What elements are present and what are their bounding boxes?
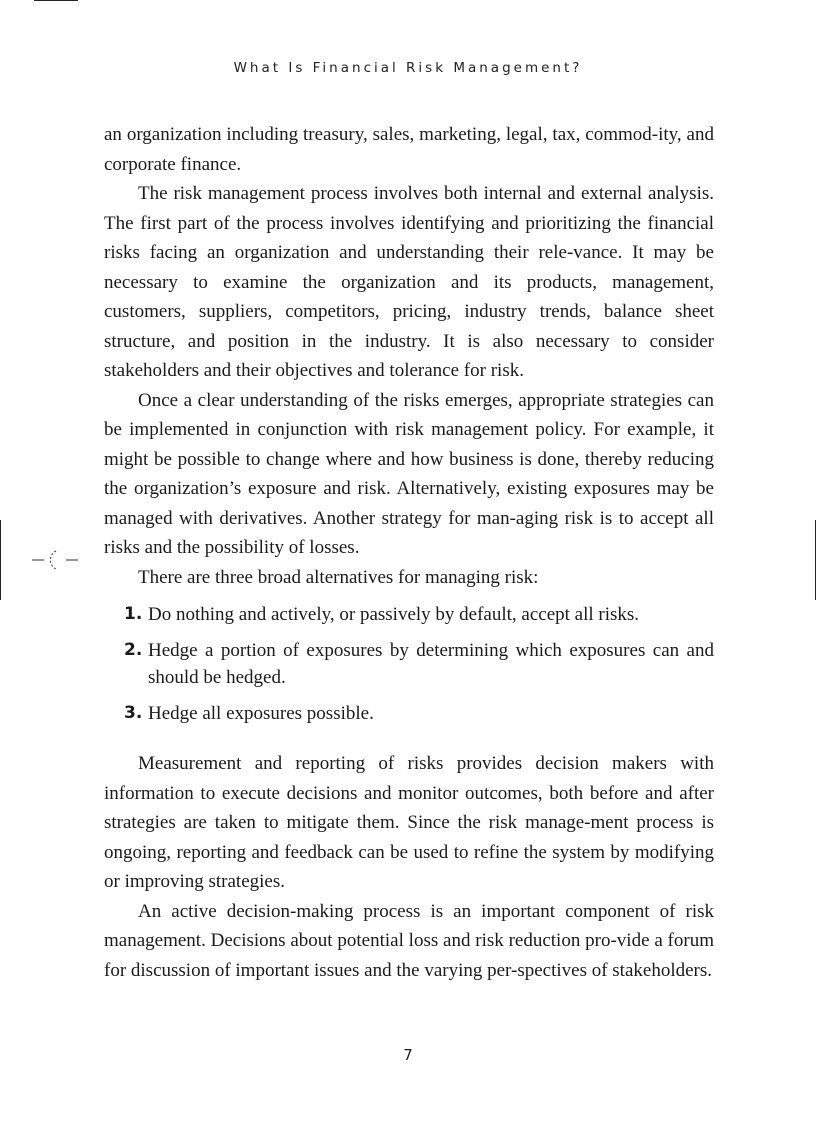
list-item-number: 2. [124, 640, 143, 660]
running-head: What Is Financial Risk Management? [233, 60, 583, 76]
body-text [104, 120, 714, 985]
paragraph-4: There are three broad alternatives for managing risk: [138, 566, 539, 588]
paragraph-3: Once a clear understanding of the risks emerges, appropriate strategies can be implemented in conjunction with risk management policy. For example, it might be possible to change where and how business is done, thereby reducing the organization’s exposure and risk. Alternatively, existing exposures may be managed with derivatives. Another strategy for man-aging risk is to accept all risks and the possibility of losses. [104, 389, 714, 558]
paragraph-1: an organization including treasury, sales, marketing, legal, tax, commod-ity, and corporate finance. [104, 124, 714, 175]
list-item-text: Hedge a portion of exposures by determining which exposures can and should be hedged. [148, 640, 714, 688]
list-item [104, 601, 714, 628]
page-number: 7 [403, 1046, 413, 1064]
list-item-text: Hedge all exposures possible. [148, 703, 374, 724]
left-margin-rule [0, 520, 1, 600]
paragraph-2: The risk management process involves both internal and external analysis. The first part of the process involves identifying and prioritizing the financial risks facing an organization and understanding their rele-vance. It may be necessary to examine the organization and its products, management, customers, suppliers, competitors, pricing, industry trends, balance sheet structure, and position in the industry. It is also necessary to consider stakeholders and their objectives and tolerance for risk. [104, 183, 714, 381]
list-item-text: Do nothing and actively, or passively by default, accept all risks. [148, 604, 640, 625]
list-item-number: 1. [124, 604, 143, 624]
list-item-number: 3. [124, 703, 143, 723]
paragraph-6: An active decision-making process is an important component of risk management. Decisions about potential loss and risk reduction pro-vide a forum for discussion of important issues and the varying per-spectives of stakeholders. [104, 900, 714, 981]
registration-mark-icon [30, 545, 80, 575]
top-rule [34, 0, 78, 1]
alternatives-list [104, 601, 714, 727]
list-item [104, 700, 714, 727]
list-item [104, 637, 714, 691]
paragraph-5: Measurement and reporting of risks provides decision makers with information to execute decisions and monitor outcomes, both before and after strategies are taken to mitigate them. Since the risk manage-ment process is ongoing, reporting and feedback can be used to refine the system by modifying or improving strategies. [104, 753, 714, 892]
